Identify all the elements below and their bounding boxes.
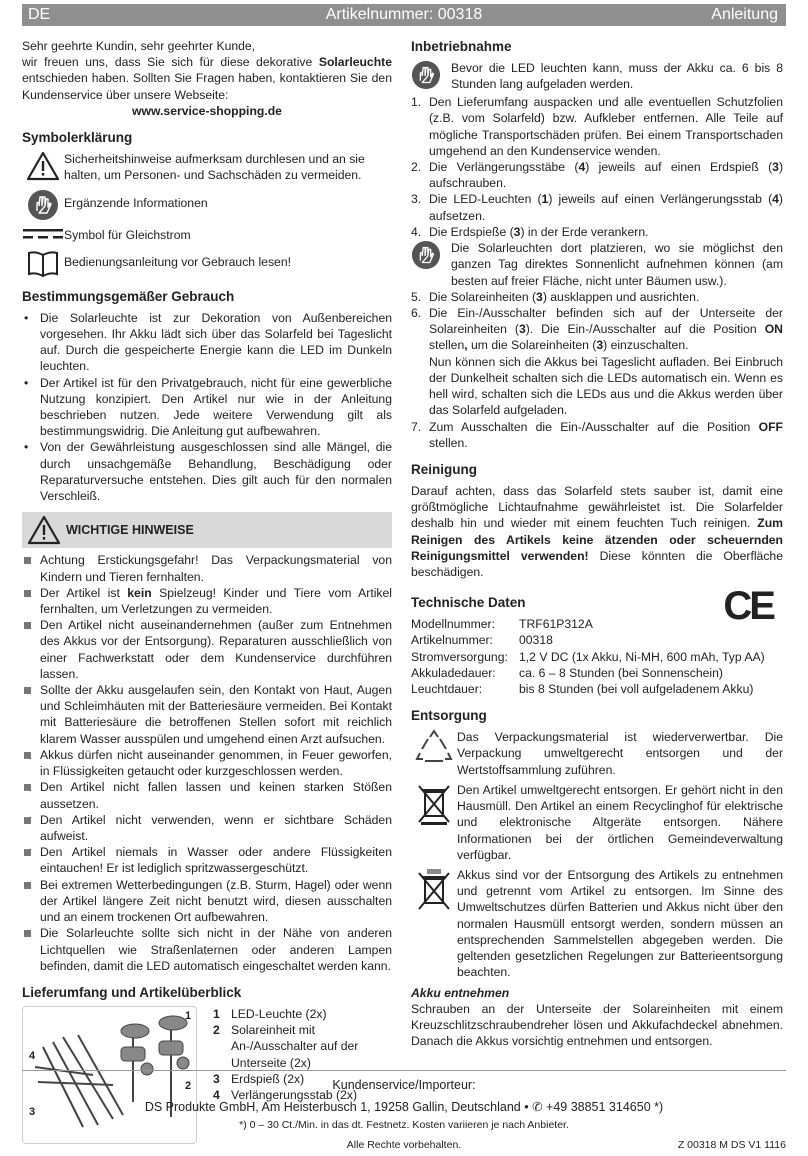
callout-4: 4: [29, 1049, 36, 1062]
symbol-row: Sicherheitshinweise aufmerksam durchlesen und an sie halten, um Personen- und Sachschäden zu vermeiden.: [22, 151, 392, 183]
recycling-icon: [415, 729, 453, 767]
disposal-item: Akkus sind vor der Entsorgung des Artikels zu entnehmen und getrennt vom Artikel zu entsorgen. Im Sinne des Umweltschutzes dürfen Batterien und Akkus nicht über den normalen Hausmüll entsorgt werden, sondern müssen an entsprechenden Sammelstellen abgegeben werden. Die geltenden gesetzlichen Regelungen zur Batterieentsorgung beachten.: [411, 867, 783, 981]
list-item: 4 Verlängerungsstab (2x): [213, 1088, 358, 1103]
footer: [22, 1070, 786, 1153]
step-item: 5. Die Solareinheiten (3) ausklappen und ausrichten.: [411, 289, 700, 304]
document-type: Anleitung: [711, 6, 778, 23]
disposal-title: Entsorgung: [411, 708, 487, 724]
step-item: 7. Zum Ausschalten die Ein-/Ausschalter auf die Position OFF stellen.: [411, 419, 783, 450]
list-item: • Der Artikel ist für den Privatgebrauch, nicht für eine gewerbliche Nutzung konzipiert. Den Artikel nur wie in der Anleitung beschrieben nutzen. Jede weitere Verwendung gilt als bestimmungswidrig. Die Anleitung gut aufbewahren.: [22, 375, 392, 440]
disposal-item: Das Verpackungsmaterial ist wiederverwertbar. Die Verpackung umweltgerecht entsorgen und der Wertstoffsammlung zuführen.: [411, 729, 783, 778]
footer-label: Kundenservice/Importeur:: [332, 1078, 476, 1092]
info-note: Bevor die LED leuchten kann, muss der Akku ca. 6 bis 8 Stunden lang aufgeladen werden.: [411, 60, 783, 94]
list-item: Den Artikel nicht fallen lassen und keinen starken Stößen aussetzen.: [22, 779, 392, 811]
specs-title: Technische Daten: [411, 595, 526, 611]
specs-table: Modellnummer: TRF61P312A Artikelnummer: 00318 Stromversorgung: 1,2 V DC (1x Akku, Ni-MH, 600 mAh, Typ AA) Akkuladedauer: ca. 6 – 8 Stunden (bei Sonnenschein) Leuchtdauer: bis 8 Stunden (bei voll aufgeladenem Akku): [411, 617, 765, 697]
list-item: Sollte der Akku ausgelaufen sein, den Kontakt von Haut, Augen und Schleimhäuten mit der Batteriesäure vermeiden. Bei Kontakt mit Batteriesäure die betroffenen Stellen sofort mit reichlich klarem Wasser ausspülen und umgehend einen Arzt aufsuchen.: [22, 682, 392, 747]
left-column: [22, 38, 392, 1144]
hand-info-icon: [27, 189, 59, 221]
list-item: 1 LED-Leuchte (2x): [213, 1006, 327, 1021]
right-column: [411, 38, 783, 1049]
list-item: • Von der Gewährleistung ausgeschlossen sind alle Mängel, die durch unsachgemäße Behandlung, Beschädigung oder Reparaturversuche entstehen. Dies gilt auch für den normalen Verschleiß.: [22, 439, 392, 504]
footer-address: DS Produkte GmbH, Am Heisterbusch 1, 19258 Gallin, Deutschland • ✆ +49 38851 314650 *): [144, 1099, 664, 1114]
article-number: Artikelnummer: 00318: [325, 6, 483, 23]
list-item: Der Artikel ist kein Spielzeug! Kinder und Tiere vom Artikel fernhalten, um Verletzungen zu vermeiden.: [22, 585, 392, 617]
step-item: 3. Die LED-Leuchten (1) jeweils auf einen Verlängerungsstab (4) aufsetzen.: [411, 192, 783, 223]
callout-3: 3: [29, 1105, 36, 1118]
greeting: Sehr geehrte Kundin, sehr geehrter Kunde,: [22, 39, 256, 53]
service-url[interactable]: www.service-shopping.de: [132, 103, 282, 118]
step-item: 1. Den Lieferumfang auspacken und alle eventuellen Schutzfolien (z.B. vom Solarfeld) bzw. Aufkleber entfernen. Alle Teile auf mögliche Transportschäden prüfen. Bei einem Transportschaden umgehend an den Kundenservice wenden.: [411, 95, 783, 158]
list-item: 3 Erdspieß (2x): [213, 1071, 305, 1086]
symbol-row: Ergänzende Informationen: [22, 189, 392, 221]
direct-current-icon: [23, 227, 63, 241]
symbol-row: Symbol für Gleichstrom: [22, 227, 392, 243]
warning-triangle-icon: [27, 515, 61, 545]
symbol-row: Bedienungsanleitung vor Gebrauch lesen!: [22, 250, 392, 278]
callout-2: 2: [185, 1079, 192, 1092]
list-item: Den Artikel nicht auseinandernehmen (außer zum Entnehmen des Akkus vor der Entsorgung). Reparaturen ausschließlich von einer Fachwerkstatt oder dem Kundenservice durchführen lassen.: [22, 617, 392, 682]
scope-title: Lieferumfang und Artikelüberblick: [22, 984, 242, 1000]
footer-note: *) 0 – 30 Ct./Min. in das dt. Festnetz. Kosten variieren je nach Anbieter.: [239, 1119, 569, 1132]
remove-battery-title: Akku entnehmen: [411, 985, 510, 1000]
cleaning-text: Darauf achten, dass das Solarfeld stets sauber ist, damit eine größtmögliche Lichtaufnahme gewährleistet ist. Die Solarfelder deshalb hin und wieder mit einem feuchten Tuch reinigen. Zum Reinigen des Artikels keine ätzenden oder scheuernden Reinigungsmittel verwenden! Diese könnten die Oberfläche beschädigen.: [411, 483, 783, 580]
step-item: 2. Die Verlängerungsstäbe (4) jeweils auf einen Erdspieß (3) aufschrauben.: [411, 160, 784, 191]
header-bar: [22, 4, 786, 26]
callout-1: 1: [185, 1009, 192, 1022]
disposal-item: Den Artikel umweltgerecht entsorgen. Er gehört nicht in den Hausmüll. Den Artikel an einem Recyclinghof für elektrische und elektronische Altgeräte entsorgen. Nähere Informationen bei der örtlichen Gemeindeverwaltung verfügbar.: [411, 782, 783, 863]
step-item: 4. Die Erdspieße (3) in der Erde verankern.: [411, 224, 649, 239]
list-item: Achtung Erstickungsgefahr! Das Verpackungsmaterial von Kindern und Tieren fernhalten.: [22, 552, 392, 584]
list-item: • Die Solarleuchte ist zur Dekoration von Außenbereichen vorgesehen. Ihr Akku lädt sich über das Solarfeld bei Tageslicht auf. Durch die gespeicherte Energie kann die LED im Dunkeln leuchten.: [22, 310, 392, 375]
step-item: 6. Die Ein-/Ausschalter befinden sich auf der Unterseite der Solareinheiten (3). Die Ein-/Ausschalter auf die Position ON stellen, um die Solareinheiten (3) einzuschalten. Nun können sich die Akkus bei Tageslicht aufladen. Bei Einbruch der Dunkelheit schalten sich die LEDs automatisch ein. Wenn es hell wird, schalten sich die LEDs aus und die Akkus werden über das Solarfeld aufgeladen.: [411, 306, 783, 418]
language-code: DE: [28, 6, 51, 23]
remove-battery-text: Schrauben an der Unterseite der Solareinheiten mit einem Kreuzschlitzschraubendreher lösen und Akkufachdeckel abnehmen. Danach die Akkus vorsichtig entnehmen und entsorgen.: [411, 1001, 783, 1049]
steps-list: [411, 289, 783, 451]
battery-bin-icon: [417, 867, 451, 911]
intended-use-title: Bestimmungsgemäßer Gebrauch: [22, 288, 235, 304]
footer-bottom: Alle Rechte vorbehalten. Z 00318 M DS V1 1116: [346, 1139, 786, 1152]
list-item: Den Artikel niemals in Wasser oder andere Flüssigkeiten eintauchen! Er ist lediglich spritzwassergeschützt.: [22, 844, 392, 876]
list-item: Akkus dürfen nicht auseinander genommen, in Feuer geworfen, in Flüssigkeiten getaucht oder kurzgeschlossen werden.: [22, 747, 392, 779]
symbols-title: Symbolerklärung: [22, 130, 133, 146]
hand-info-icon: [411, 60, 441, 90]
list-item: Den Artikel nicht verwenden, wenn er sichtbare Schäden aufweist.: [22, 812, 392, 844]
list-item: Bei extremen Wetterbedingungen (z.B. Sturm, Hagel) oder wenn der Artikel längere Zeit nicht benutzt wird, diesen ausschalten und an einem trockenen Ort aufbewahren.: [22, 877, 392, 926]
list-item: 2 Solareinheit mit An-/Ausschalter auf der Unterseite (2x): [213, 1023, 359, 1070]
ce-mark: CE: [723, 584, 773, 629]
hand-info-icon: [411, 240, 441, 270]
phone-icon: ✆: [532, 1099, 543, 1114]
operation-title: Inbetriebnahme: [411, 39, 512, 54]
document-code: Z 00318 M DS V1 1116: [677, 1139, 786, 1152]
info-note: Die Solarleuchten dort platzieren, wo sie möglichst den ganzen Tag direktes Sonnenlicht aufnehmen können (am besten auf freier Fläche, nicht unter Bäumen usw.).: [411, 240, 783, 289]
warning-triangle-icon: [26, 151, 60, 181]
weee-bin-icon: [417, 782, 451, 826]
steps-list: [411, 94, 783, 240]
list-item: Die Solarleuchte sollte sich nicht in der Nähe von anderen Lichtquellen wie Straßenlaternen oder anderen Lampen befinden, damit die LED automatisch eingeschaltet werden kann.: [22, 925, 392, 974]
intro-text: wir freuen uns, dass Sie sich für diese dekorative Solarleuchte entschieden haben. Sollten Sie Fragen haben, kontaktieren Sie den Kundenservice über unsere Webseite:: [22, 55, 392, 102]
warnings-bar: [22, 512, 392, 548]
intended-use-list: [22, 310, 392, 505]
cleaning-title: Reinigung: [411, 461, 477, 477]
warnings-title: WICHTIGE HINWEISE: [66, 522, 194, 537]
warnings-list: [22, 552, 392, 974]
book-icon: [26, 250, 60, 278]
